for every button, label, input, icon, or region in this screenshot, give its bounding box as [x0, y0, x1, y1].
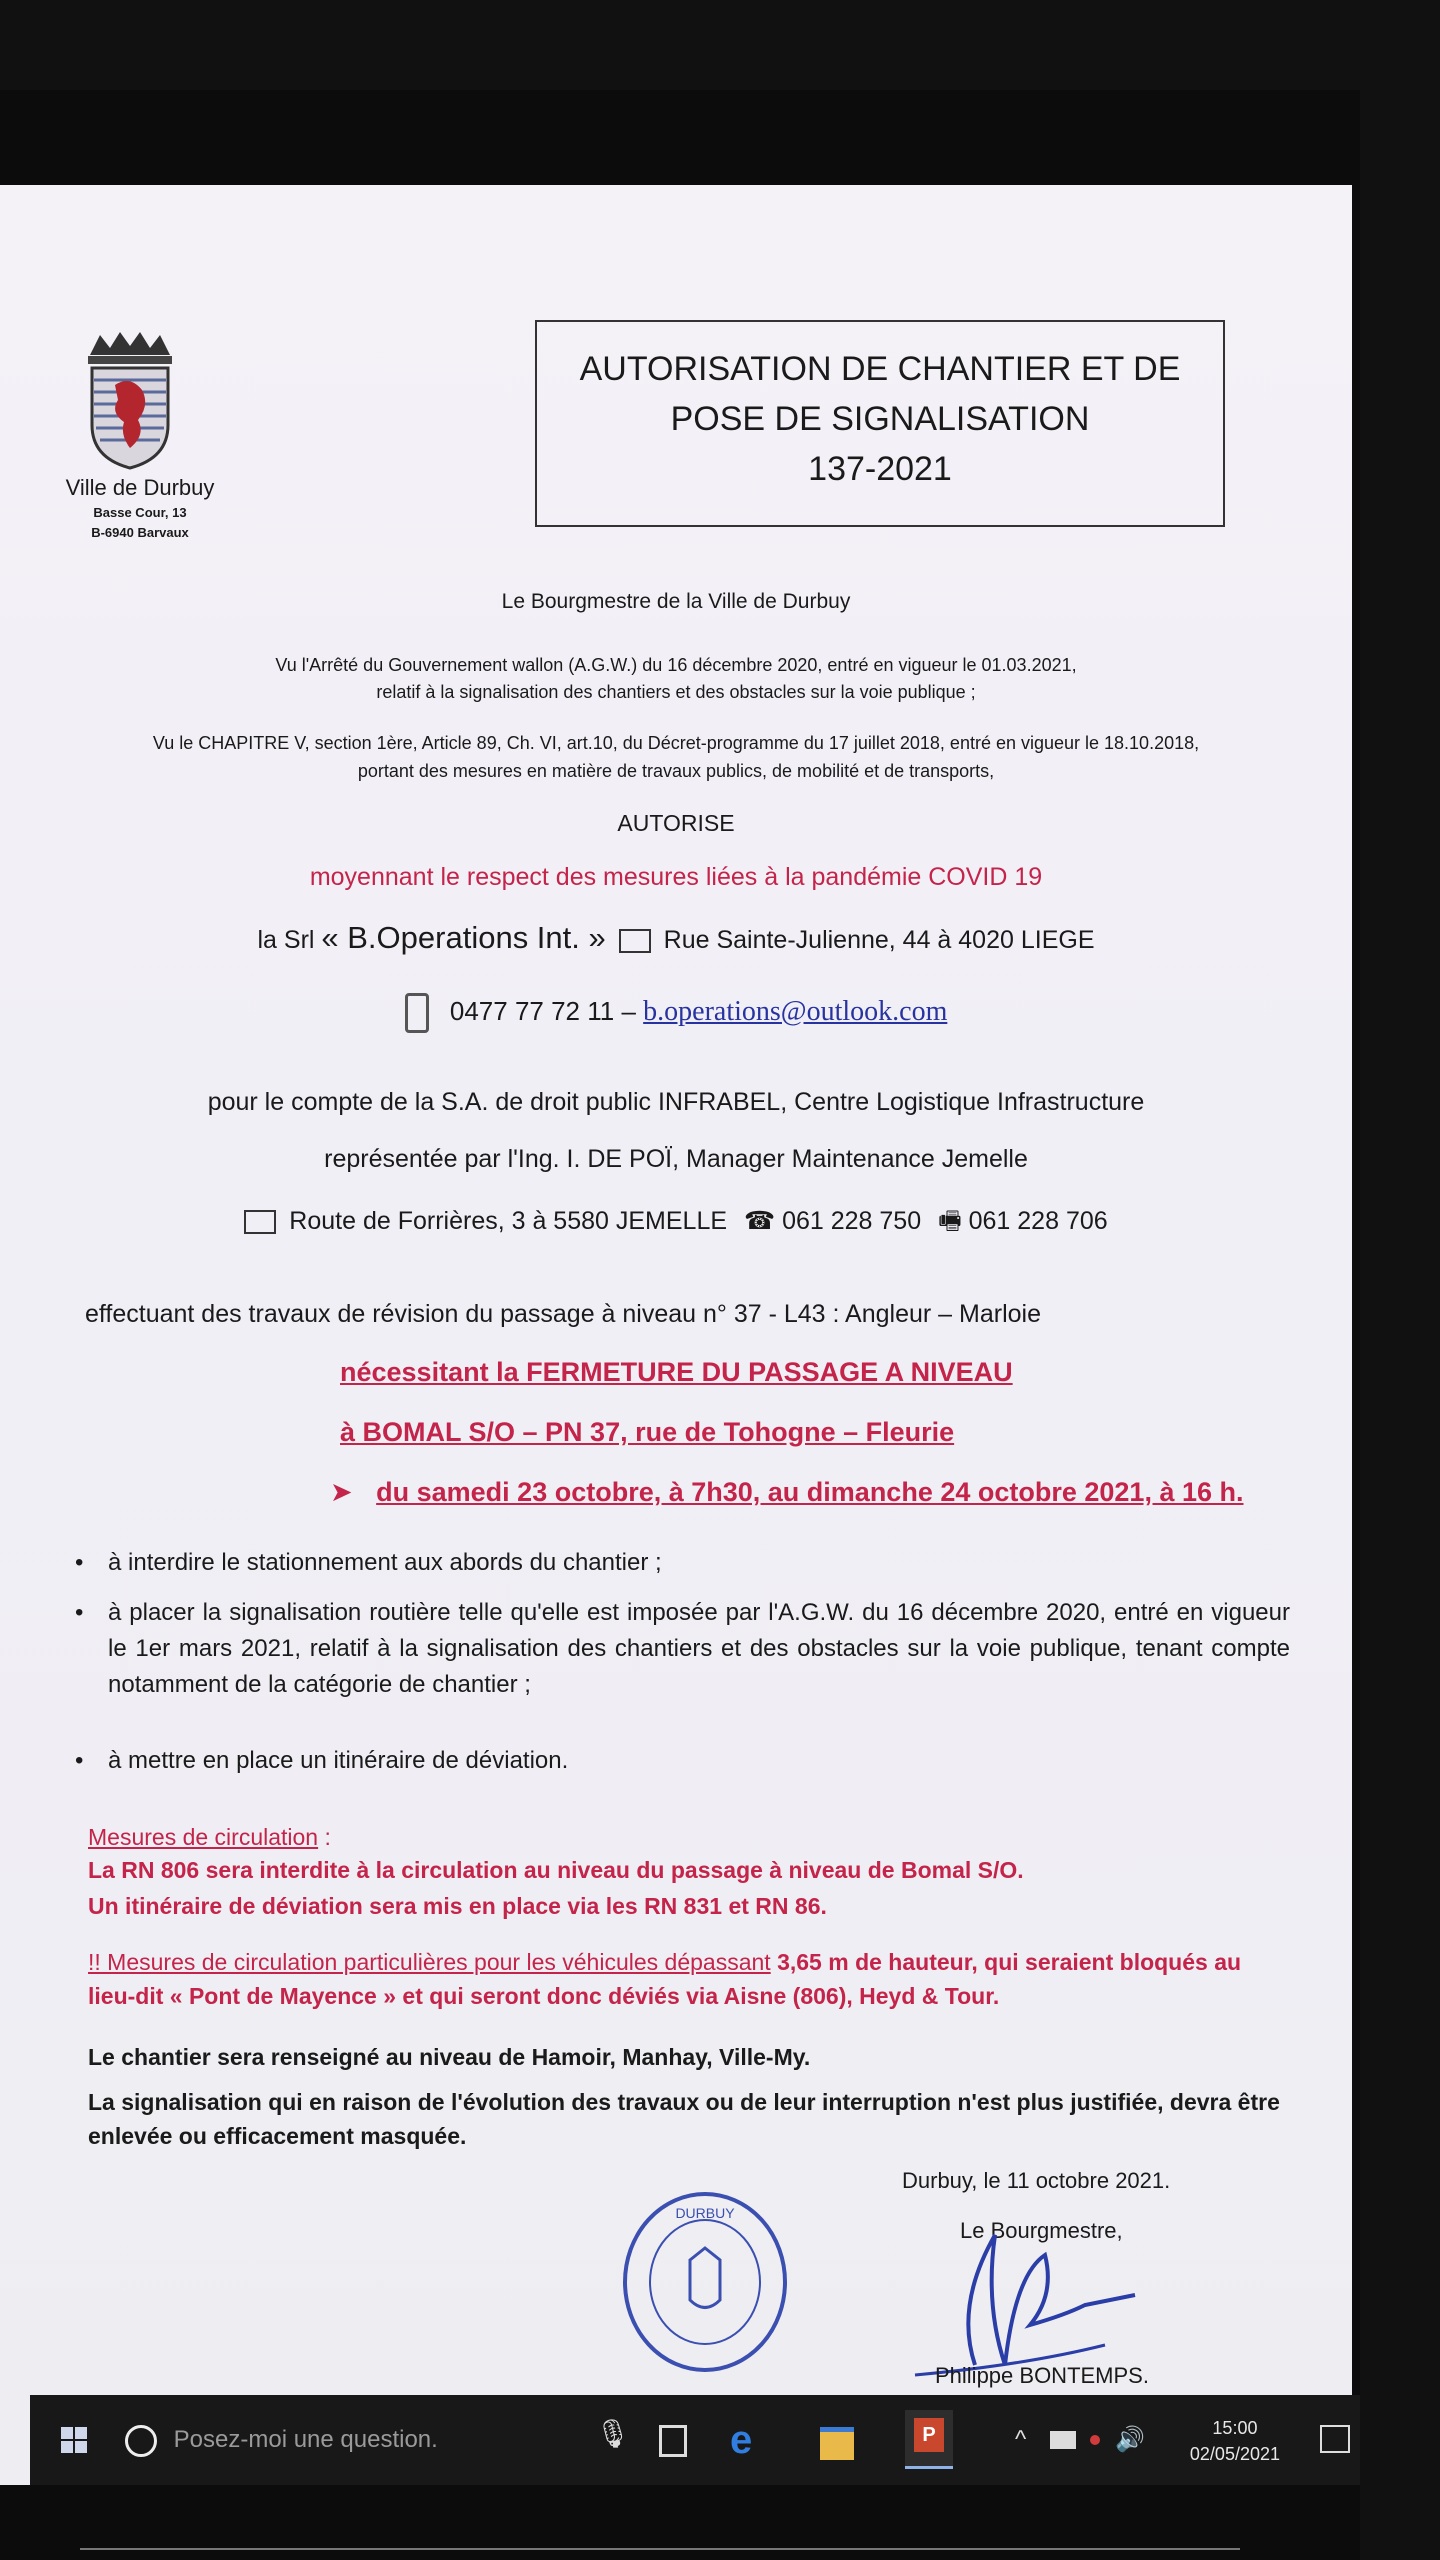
- closure-notice: nécessitant la FERMETURE DU PASSAGE A NIVEAU: [340, 1357, 1013, 1387]
- company-phone: 0477 77 72 11: [449, 995, 615, 1026]
- cortana-icon: [125, 2425, 157, 2457]
- list-item: [75, 1595, 1290, 1703]
- municipal-stamp-icon: [620, 2190, 790, 2375]
- closure-dates: du samedi 23 octobre, à 7h30, au dimanche 24 octobre 2021, à 16 h.: [376, 1477, 1244, 1507]
- bullet-icon: •: [75, 1549, 84, 1576]
- company-name: « B.Operations Int. »: [321, 920, 606, 955]
- client-line1: pour le compte de la S.A. de droit public INFRABEL, Centre Logistique Infrastructure: [207, 1088, 1145, 1116]
- volume-icon[interactable]: 🔊: [1115, 2426, 1145, 2453]
- list-item: [75, 1743, 1290, 1779]
- separator: –: [621, 995, 636, 1026]
- company-contact: [0, 993, 1352, 1033]
- arrow-bullet-icon: ➤: [330, 1477, 353, 1507]
- covid-notice: moyennant le respect des mesures liées à la pandémie COVID 19: [309, 863, 1043, 891]
- mail-icon: [244, 1210, 276, 1234]
- clock-time: 15:00: [1212, 2418, 1258, 2438]
- svg-text:DURBUY: DURBUY: [675, 2205, 735, 2221]
- vu-agw-line2: relatif à la signalisation des chantiers et des obstacles sur la voie publique ;: [376, 682, 976, 702]
- bourgmestre-heading: Le Bourgmestre de la Ville de Durbuy: [501, 590, 851, 613]
- bullet-text: à mettre en place un itinéraire de déviation.: [108, 1747, 569, 1774]
- signature-role: Le Bourgmestre,: [960, 2218, 1123, 2243]
- powerpoint-icon[interactable]: P: [905, 2410, 953, 2469]
- vu-decret-line2: portant des mesures en matière de travaux publics, de mobilité et de transports,: [357, 761, 995, 781]
- company-line: [0, 920, 1352, 956]
- town-address-line1: Basse Cour, 13: [93, 505, 187, 520]
- handwritten-signature-icon: [905, 2215, 1165, 2385]
- microphone-icon[interactable]: 🎙: [595, 2418, 631, 2449]
- site-notice: Le chantier sera renseigné au niveau de Hamoir, Manhay, Ville-My.: [88, 2044, 811, 2070]
- search-placeholder: Posez-moi une question.: [173, 2426, 438, 2453]
- signature-place-date: Durbuy, le 11 octobre 2021.: [902, 2168, 1171, 2193]
- client-fax: 061 228 706: [968, 1207, 1108, 1235]
- title-number: 137-2021: [808, 450, 952, 488]
- works-description: effectuant des travaux de révision du passage à niveau n° 37 - L43 : Angleur – Marloie: [85, 1300, 1041, 1328]
- list-item: [75, 1545, 1290, 1581]
- vu-agw-line1: Vu l'Arrêté du Gouvernement wallon (A.G.W.) du 16 décembre 2020, entré en vigueur le 01.03.2021,: [275, 655, 1077, 675]
- autorise-heading: AUTORISE: [617, 810, 735, 836]
- windows-icon[interactable]: [55, 2417, 95, 2463]
- file-explorer-icon[interactable]: [820, 2417, 860, 2463]
- windows-taskbar: [30, 2395, 1360, 2485]
- bullet-icon: •: [75, 1599, 84, 1626]
- town-name: Ville de Durbuy: [65, 475, 215, 500]
- special-measures: [88, 1945, 1288, 2013]
- title-line2: POSE DE SIGNALISATION: [670, 400, 1090, 438]
- title-line1: AUTORISATION DE CHANTIER ET DE: [579, 350, 1181, 388]
- system-clock[interactable]: [1190, 2415, 1280, 2467]
- client-contact: [0, 1202, 1352, 1245]
- measures-heading-colon: :: [318, 1824, 331, 1850]
- special-measures-underlined: !! Mesures de circulation particulières pour les véhicules dépassant: [88, 1949, 771, 1975]
- measures-line1: La RN 806 sera interdite à la circulation au niveau du passage à niveau de Bomal S/O.: [88, 1857, 1024, 1883]
- measures-heading: [88, 1820, 1288, 1854]
- notification-icon[interactable]: [1320, 2425, 1350, 2453]
- monitor-screen: [0, 90, 1360, 2560]
- chevron-up-icon[interactable]: ^: [1015, 2426, 1027, 2453]
- durbuy-coat-of-arms-icon: [80, 330, 180, 470]
- special-measures-rest: 3,65 m de hauteur, qui seraient bloqués au lieu-dit « Pont de Mayence » et qui seront donc déviés via Aisne (806), Heyd & Tour.: [88, 1949, 1242, 2009]
- bullet-icon: •: [75, 1747, 84, 1774]
- company-email-link[interactable]: b.operations@outlook.com: [643, 995, 948, 1027]
- closure-period: [330, 1477, 1244, 1508]
- closure-location: à BOMAL S/O – PN 37, rue de Tohogne – Fleurie: [340, 1417, 955, 1447]
- removal-notice: La signalisation qui en raison de l'évolution des travaux ou de leur interruption n'est plus justifiée, devra être enlevée ou efficacement masquée.: [88, 2089, 1280, 2149]
- client-line2: représentée par l'Ing. I. DE POÏ, Manager Maintenance Jemelle: [324, 1145, 1028, 1173]
- measures-heading-text: Mesures de circulation: [88, 1824, 319, 1850]
- mobile-phone-icon: [405, 993, 429, 1033]
- title-box: [535, 320, 1225, 527]
- telephone-icon: ☎: [743, 1207, 776, 1235]
- notification-dot-icon: [1090, 2435, 1100, 2445]
- mail-icon: [619, 929, 651, 953]
- bullet-text: à placer la signalisation routière telle qu'elle est imposée par l'A.G.W. du 16 décembre 2020, entré en vigueur le 1er mars 2021, relatif à la signalisation des chantiers et des obstacles sur la voie publique, tenant compte notamment de la catégorie de chantier ;: [108, 1599, 1290, 1698]
- measures-line2: Un itinéraire de déviation sera mis en place via les RN 831 et RN 86.: [88, 1893, 827, 1919]
- fax-icon: 🖷: [938, 1207, 962, 1235]
- company-prefix: la Srl: [257, 926, 315, 954]
- document-page: [0, 185, 1352, 2485]
- cortana-search-box[interactable]: [125, 2413, 631, 2467]
- client-address: Route de Forrières, 3 à 5580 JEMELLE: [289, 1207, 728, 1235]
- edge-icon[interactable]: e: [730, 2418, 753, 2462]
- town-address-line2: B-6940 Barvaux: [91, 525, 189, 540]
- signatory-name: Philippe BONTEMPS.: [935, 2363, 1149, 2388]
- clock-date: 02/05/2021: [1189, 2444, 1280, 2464]
- client-phone: 061 228 750: [782, 1207, 922, 1235]
- task-view-icon[interactable]: [655, 2417, 689, 2463]
- footer-divider: [80, 2548, 1240, 2550]
- network-icon[interactable]: [1050, 2431, 1076, 2449]
- vu-decret-line1: Vu le CHAPITRE V, section 1ère, Article 89, Ch. VI, art.10, du Décret-programme du 17 juillet 2018, entré en vigueur le 18.10.2018,: [152, 733, 1200, 753]
- bullet-text: à interdire le stationnement aux abords du chantier ;: [108, 1549, 662, 1576]
- company-address: Rue Sainte-Julienne, 44 à 4020 LIEGE: [663, 926, 1095, 954]
